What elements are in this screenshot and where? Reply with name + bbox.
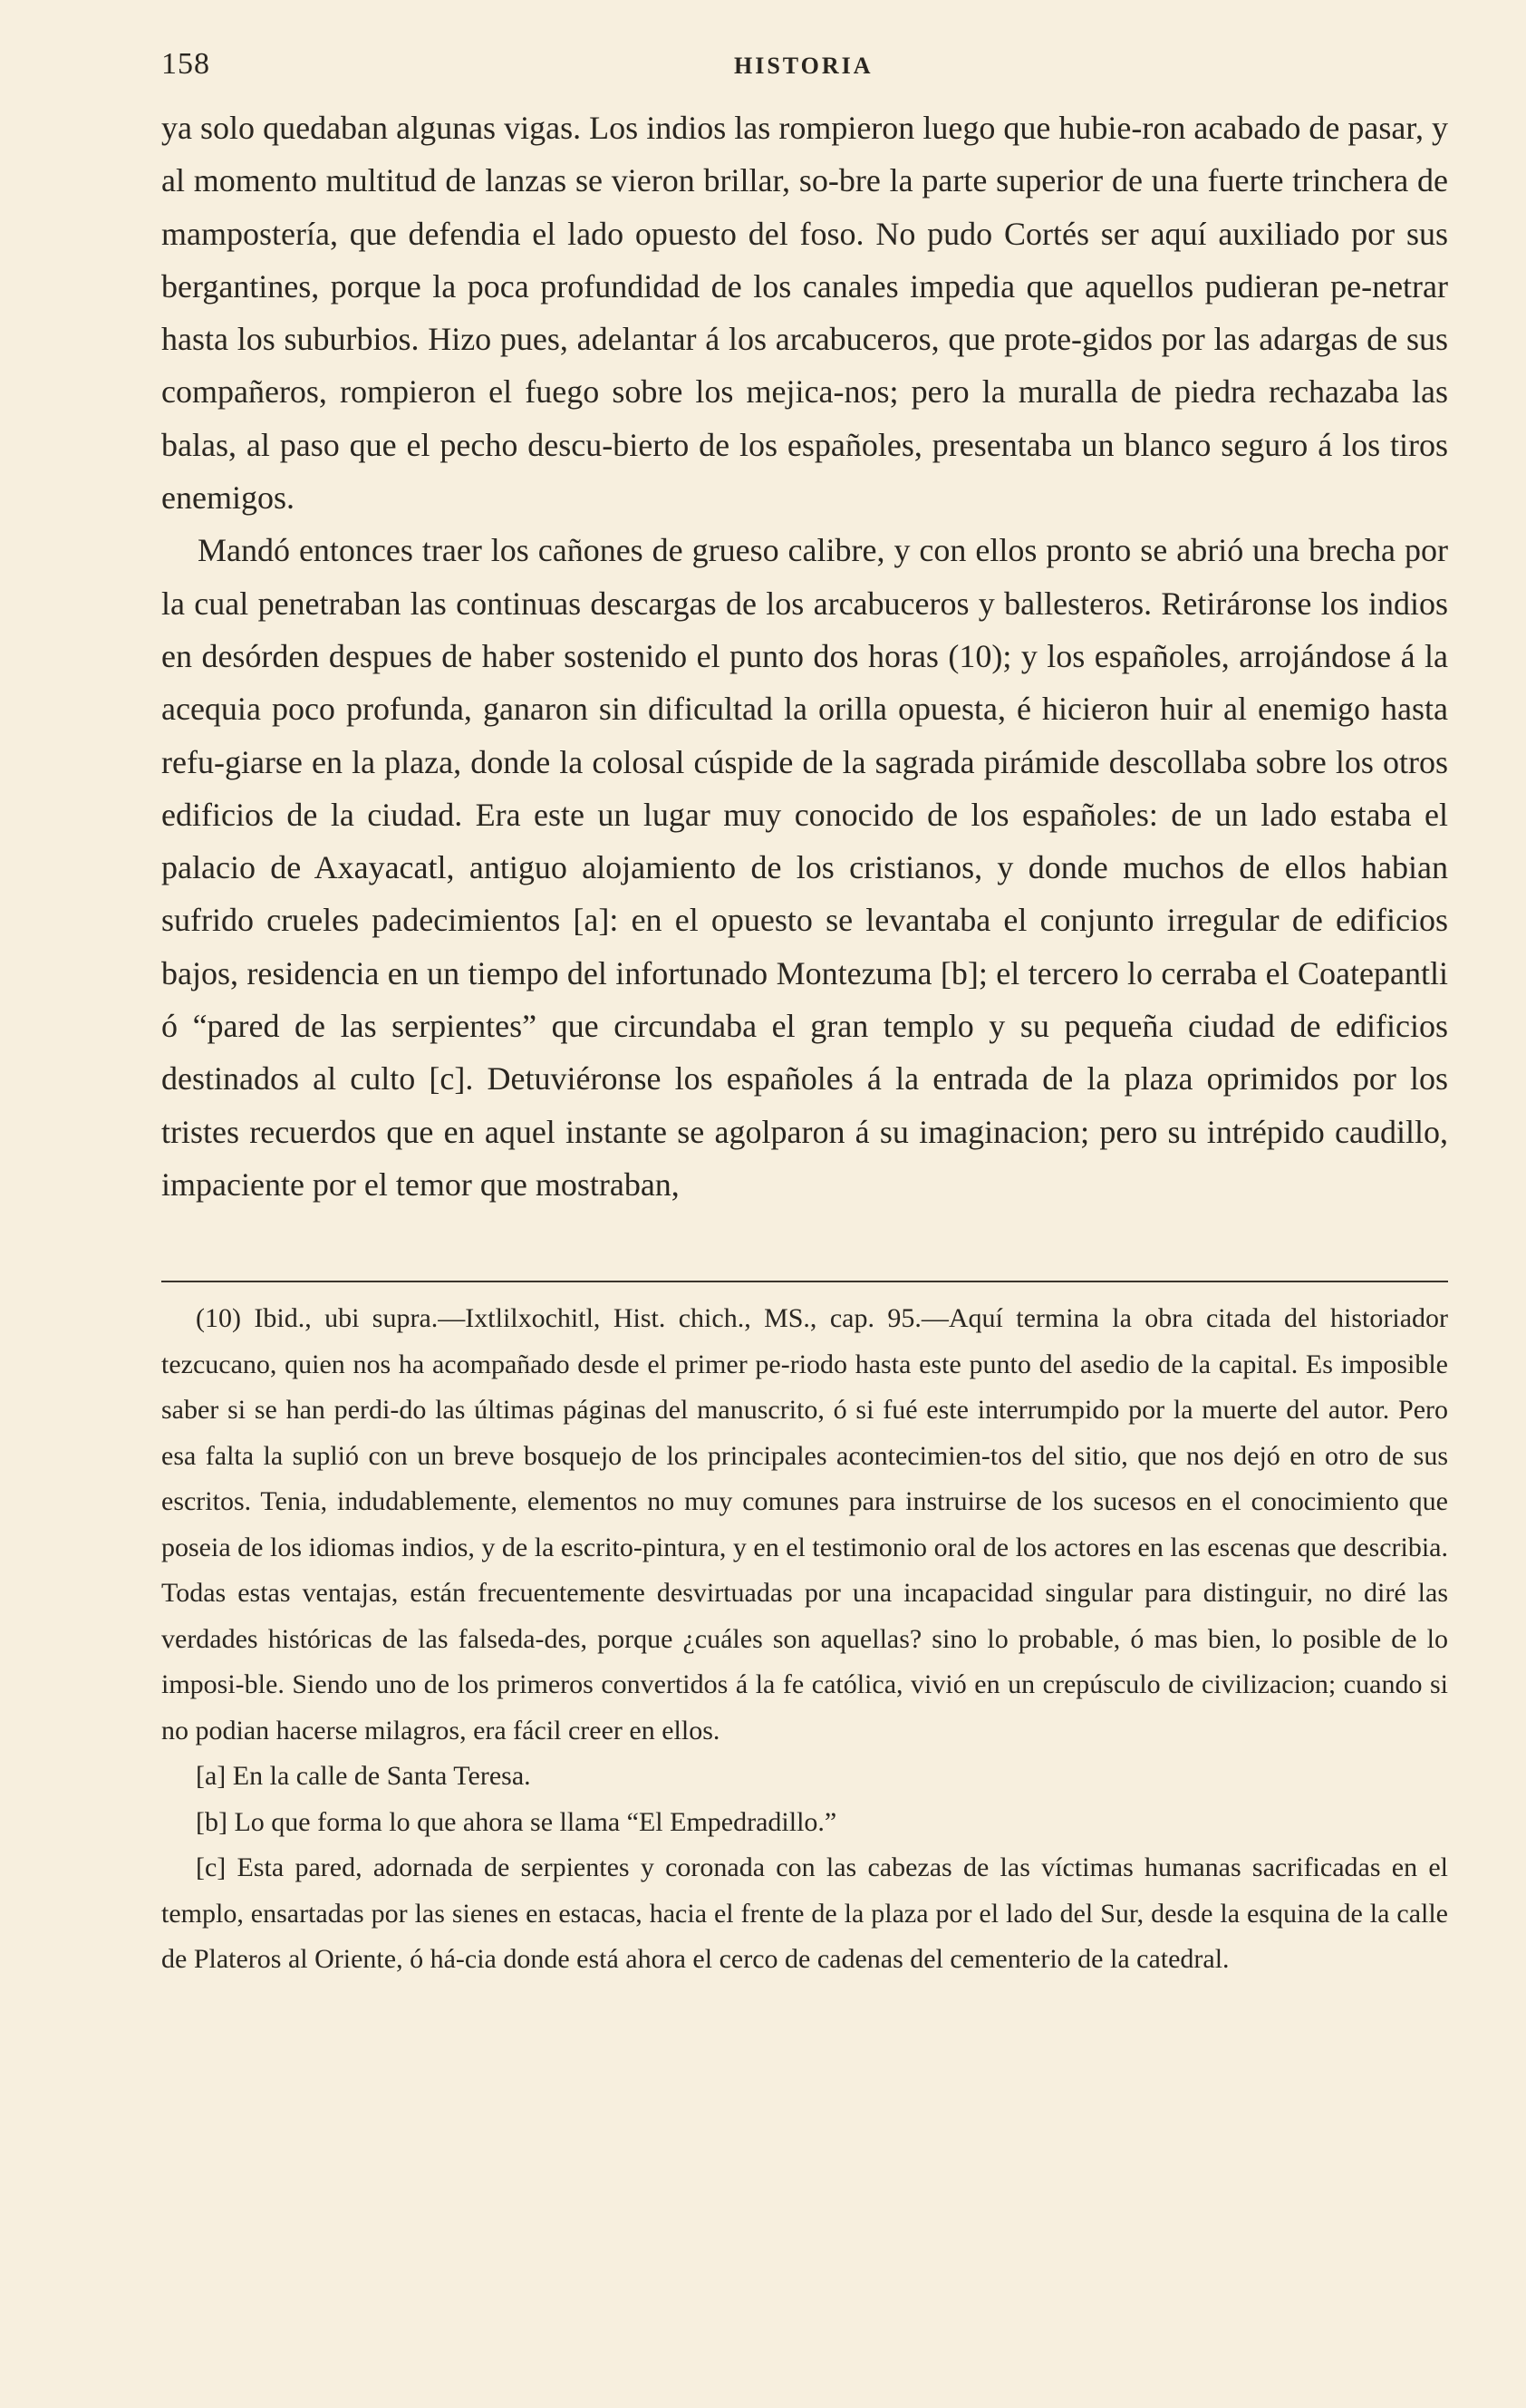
footnotes bbox=[161, 1296, 1448, 1983]
paragraph: Mandó entonces traer los cañones de grueso calibre, y con ellos pronto se abrió una brecha por la cual penetraban las continuas descargas de los arcabuceros y ballesteros. Retiráronse los indios en desórden despues de haber sostenido el punto dos horas (10); y los españoles, arrojándose á la acequia poco profunda, ganaron sin dificultad la orilla opuesta, é hicieron huir al enemigo hasta refu-giarse en la plaza, donde la colosal cúspide de la sagrada pirámide descollaba sobre los otros edificios de la ciudad. Era este un lugar muy conocido de los españoles: de un lado estaba el palacio de Axayacatl, antiguo alojamiento de los cristianos, y donde muchos de ellos habian sufrido crueles padecimientos [a]: en el opuesto se levantaba el conjunto irregular de edificios bajos, residencia en un tiempo del infortunado Montezuma [b]; el tercero lo cerraba el Coatepantli ó “pared de las serpientes” que circundaba el gran templo y su pequeña ciudad de edificios destinados al culto [c]. Detuviéronse los españoles á la entrada de la plaza oprimidos por los tristes recuerdos que en aquel instante se agolparon á su imaginacion; pero su intrépido caudillo, impaciente por el temor que mostraban, bbox=[161, 532, 1448, 1203]
footnote-b: [b] Lo que forma lo que ahora se llama “El Empedradillo.” bbox=[196, 1806, 837, 1837]
main-text bbox=[161, 102, 1448, 1211]
footnote-a: [a] En la calle de Santa Teresa. bbox=[196, 1761, 531, 1791]
running-head: HISTORIA bbox=[734, 53, 874, 79]
page-number: 158 bbox=[161, 47, 210, 81]
footnote-10: (10) Ibid., ubi supra.—Ixtlilxochitl, Hist. chich., MS., cap. 95.—Aquí termina la obra citada del historiador tezcucano, quien nos ha acompañado desde el primer pe-riodo hasta este punto del asedio de la capital. Es imposible saber si se han perdi-do las últimas páginas del manuscrito, ó si fué este interrumpido por la muerte del autor. Pero esa falta la suplió con un breve bosquejo de los principales acontecimien-tos del sitio, que nos dejó en otro de sus escritos. Tenia, indudablemente, elementos no muy comunes para instruirse de los sucesos en el conocimiento que poseia de los idiomas indios, y de la escrito-pintura, y en el testimonio oral de los actores en las escenas que describia. Todas estas ventajas, están frecuentemente desvirtuadas por una incapacidad singular para distinguir, no diré las verdades históricas de las falseda-des, porque ¿cuáles son aquellas? sino lo probable, ó mas bien, lo posible de lo imposi-ble. Siendo uno de los primeros convertidos á la fe católica, vivió en un crepúsculo de civilizacion; cuando si no podian hacerse milagros, era fácil creer en ellos. bbox=[161, 1303, 1448, 1746]
page-header bbox=[161, 47, 1448, 87]
paragraph: ya solo quedaban algunas vigas. Los indios las rompieron luego que hubie-ron acabado de pasar, y al momento multitud de lanzas se vieron brillar, so-bre la parte superior de una fuerte trinchera de mampostería, que defendia el lado opuesto del foso. No pudo Cortés ser aquí auxiliado por sus bergantines, porque la poca profundidad de los canales impedia que aquellos pudieran pe-netrar hasta los suburbios. Hizo pues, adelantar á los arcabuceros, que prote-gidos por las adargas de sus compañeros, rompieron el fuego sobre los mejica-nos; pero la muralla de piedra rechazaba las balas, al paso que el pecho descu-bierto de los españoles, presentaba un blanco seguro á los tiros enemigos. bbox=[161, 110, 1448, 517]
footnote-divider bbox=[161, 1281, 1448, 1282]
footnote-c: [c] Esta pared, adornada de serpientes y coronada con las cabezas de las víctimas humanas sacrificadas en el templo, ensartadas por las sienes en estacas, hacia el frente de la plaza por el lado del Sur, desde la esquina de la calle de Plateros al Oriente, ó há-cia donde está ahora el cerco de cadenas del cementerio de la catedral. bbox=[161, 1852, 1448, 1974]
